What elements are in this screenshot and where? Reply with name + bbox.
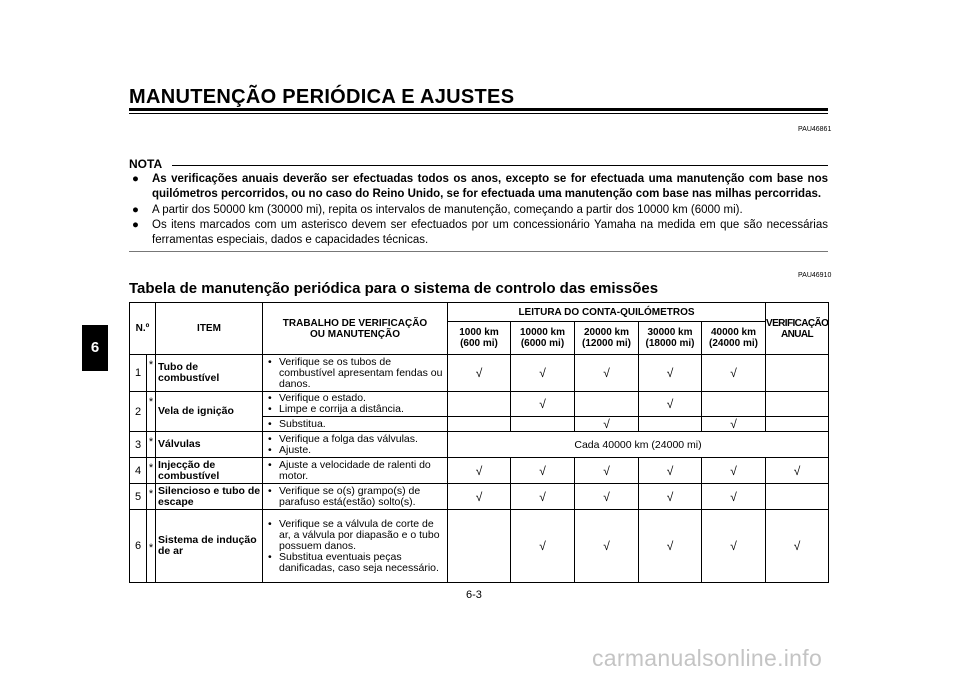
interval-km: 10000 km bbox=[519, 327, 566, 338]
empty-cell bbox=[766, 355, 829, 392]
nota-bullet bbox=[129, 172, 828, 202]
asterisk-mark: * bbox=[147, 355, 156, 392]
check-mark: √ bbox=[766, 510, 829, 583]
empty-cell bbox=[511, 417, 575, 432]
work-step: • Substitua. bbox=[263, 419, 447, 430]
empty-cell bbox=[448, 417, 511, 432]
asterisk-mark: * bbox=[147, 510, 156, 583]
check-mark: √ bbox=[639, 458, 702, 484]
nota-bullet-text: A partir dos 50000 km (30000 mi), repita os intervalos de manutenção, começando a partir dos 10000 km (6000 mi). bbox=[152, 204, 743, 216]
nota-bullet-text: As verificações anuais deverão ser efectuadas todos os anos, excepto se for efectuada uma manutenção com base nos quilómetros percorridos, ou no caso do Reino Unido, se for efectuada uma manutenção com base nas milhas percorridas. bbox=[152, 173, 828, 200]
check-mark: √ bbox=[639, 484, 702, 510]
header-work bbox=[263, 303, 448, 355]
interval-km: 30000 km bbox=[647, 327, 693, 338]
table-row bbox=[130, 484, 829, 510]
empty-cell bbox=[766, 392, 829, 417]
nota-bullet-text: Os itens marcados com um asterisco devem ser efectuados por um concessionário Yamaha na medida em que são necessárias ferramentas especiais, dados e capacidades técnicas. bbox=[152, 219, 828, 246]
header-interval bbox=[511, 322, 575, 355]
table-row bbox=[130, 392, 829, 417]
check-mark: √ bbox=[702, 417, 766, 432]
table-title: Tabela de manutenção periódica para o sistema de controlo das emissões bbox=[129, 280, 659, 297]
header-row bbox=[130, 303, 829, 322]
interval-mi: (18000 mi) bbox=[645, 338, 695, 349]
asterisk-mark: * bbox=[147, 432, 156, 458]
check-mark: √ bbox=[511, 484, 575, 510]
row-number: 3 bbox=[130, 432, 147, 458]
bullet-icon: ● bbox=[132, 173, 139, 185]
empty-cell bbox=[448, 392, 511, 417]
nota-rule bbox=[172, 165, 828, 166]
interval-km: 20000 km bbox=[583, 327, 630, 338]
row-number: 2 bbox=[130, 392, 147, 432]
empty-cell bbox=[448, 510, 511, 583]
check-mark: √ bbox=[575, 417, 639, 432]
watermark: carmanualsonline.info bbox=[592, 645, 823, 671]
check-mark: √ bbox=[511, 355, 575, 392]
empty-cell bbox=[766, 484, 829, 510]
row-item: Tubo de combustível bbox=[156, 355, 263, 392]
check-mark: √ bbox=[639, 392, 702, 417]
work-step: • Substitua eventuais peças danificadas, caso seja necessário. bbox=[263, 552, 447, 574]
table-row bbox=[130, 510, 829, 583]
work-step: • Verifique se a válvula de corte de ar, a válvula por diapasão e o tubo possuem danos. bbox=[263, 519, 447, 552]
check-mark: √ bbox=[702, 484, 766, 510]
row-number: 6 bbox=[130, 510, 147, 583]
row-work bbox=[263, 392, 448, 417]
work-step: • Verifique o estado. bbox=[263, 393, 447, 404]
header-work-line2: OU MANUTENÇÃO bbox=[310, 328, 400, 340]
check-mark: √ bbox=[575, 510, 639, 583]
asterisk-mark: * bbox=[147, 484, 156, 510]
row-number: 5 bbox=[130, 484, 147, 510]
interval-km: 40000 km bbox=[710, 327, 757, 338]
check-mark: √ bbox=[575, 355, 639, 392]
header-no: N.º bbox=[130, 303, 156, 355]
work-step: • Ajuste a velocidade de ralenti do motor. bbox=[263, 460, 447, 482]
row-work bbox=[263, 458, 448, 484]
row-work bbox=[263, 432, 448, 458]
empty-cell bbox=[766, 417, 829, 432]
table-row bbox=[130, 355, 829, 392]
page-title: MANUTENÇÃO PERIÓDICA E AJUSTES bbox=[129, 86, 515, 108]
reference-code: PAU46861 bbox=[798, 126, 832, 133]
check-mark: √ bbox=[448, 355, 511, 392]
nota-bottom-rule bbox=[129, 251, 828, 252]
asterisk-mark: * bbox=[147, 458, 156, 484]
check-mark: √ bbox=[575, 484, 639, 510]
header-work-line1: TRABALHO DE VERIFICAÇÃO bbox=[282, 317, 428, 329]
check-mark: √ bbox=[575, 458, 639, 484]
bullet-icon: ● bbox=[132, 219, 139, 231]
work-step: • Limpe e corrija a distância. bbox=[263, 404, 447, 415]
maintenance-table bbox=[129, 302, 829, 583]
row-item: Vela de ignição bbox=[156, 392, 263, 432]
page-number: 6-3 bbox=[466, 589, 482, 601]
work-step: • Verifique se o(s) grampo(s) de parafuso está(estão) solto(s). bbox=[263, 486, 447, 508]
header-annual-line2: ANUAL bbox=[781, 328, 813, 340]
title-rule bbox=[129, 108, 828, 111]
row-number: 1 bbox=[130, 355, 147, 392]
row-work bbox=[263, 510, 448, 583]
empty-cell bbox=[639, 417, 702, 432]
interval-km: 1000 km bbox=[459, 327, 499, 338]
check-mark: √ bbox=[639, 355, 702, 392]
check-mark: √ bbox=[766, 458, 829, 484]
row-number: 4 bbox=[130, 458, 147, 484]
empty-cell bbox=[575, 392, 639, 417]
header-annual bbox=[766, 303, 829, 355]
row-item: Silencioso e tubo de escape bbox=[156, 484, 263, 510]
interval-mi: (6000 mi) bbox=[520, 338, 565, 349]
interval-mi: (600 mi) bbox=[460, 338, 498, 349]
row-work bbox=[263, 355, 448, 392]
row-item: Sistema de indução de ar bbox=[156, 510, 263, 583]
check-mark: √ bbox=[448, 484, 511, 510]
check-mark: √ bbox=[702, 355, 766, 392]
bullet-icon: ● bbox=[132, 204, 139, 216]
row-work bbox=[263, 417, 448, 432]
check-mark: √ bbox=[511, 458, 575, 484]
work-step: • Ajuste. bbox=[263, 445, 447, 456]
empty-cell bbox=[702, 392, 766, 417]
check-mark: √ bbox=[511, 510, 575, 583]
interval-mi: (12000 mi) bbox=[582, 338, 631, 349]
nota-bullet bbox=[129, 203, 828, 218]
row-item: Válvulas bbox=[156, 432, 263, 458]
row-work bbox=[263, 484, 448, 510]
header-interval bbox=[702, 322, 766, 355]
nota-bullet bbox=[129, 218, 828, 248]
interval-span-text: Cada 40000 km (24000 mi) bbox=[448, 432, 829, 458]
header-interval bbox=[639, 322, 702, 355]
table-row bbox=[130, 432, 829, 458]
header-item: ITEM bbox=[156, 303, 263, 355]
interval-mi: (24000 mi) bbox=[709, 338, 758, 349]
title-rule-thin bbox=[129, 113, 828, 114]
table-row bbox=[130, 458, 829, 484]
chapter-tab: 6 bbox=[82, 325, 108, 371]
work-step: • Verifique se os tubos de combustível apresentam fendas ou danos. bbox=[263, 357, 447, 390]
reference-code: PAU46910 bbox=[798, 272, 832, 279]
nota-heading: NOTA bbox=[129, 157, 163, 171]
check-mark: √ bbox=[639, 510, 702, 583]
header-interval bbox=[448, 322, 511, 355]
row-item: Injecção de combustível bbox=[156, 458, 263, 484]
header-odometer: LEITURA DO CONTA-QUILÓMETROS bbox=[448, 303, 766, 322]
check-mark: √ bbox=[702, 458, 766, 484]
work-step: • Verifique a folga das válvulas. bbox=[263, 434, 447, 445]
check-mark: √ bbox=[702, 510, 766, 583]
header-annual-line1: VERIFICAÇÃO bbox=[766, 317, 829, 329]
header-interval bbox=[575, 322, 639, 355]
asterisk-mark: * bbox=[147, 392, 156, 432]
check-mark: √ bbox=[511, 392, 575, 417]
check-mark: √ bbox=[448, 458, 511, 484]
